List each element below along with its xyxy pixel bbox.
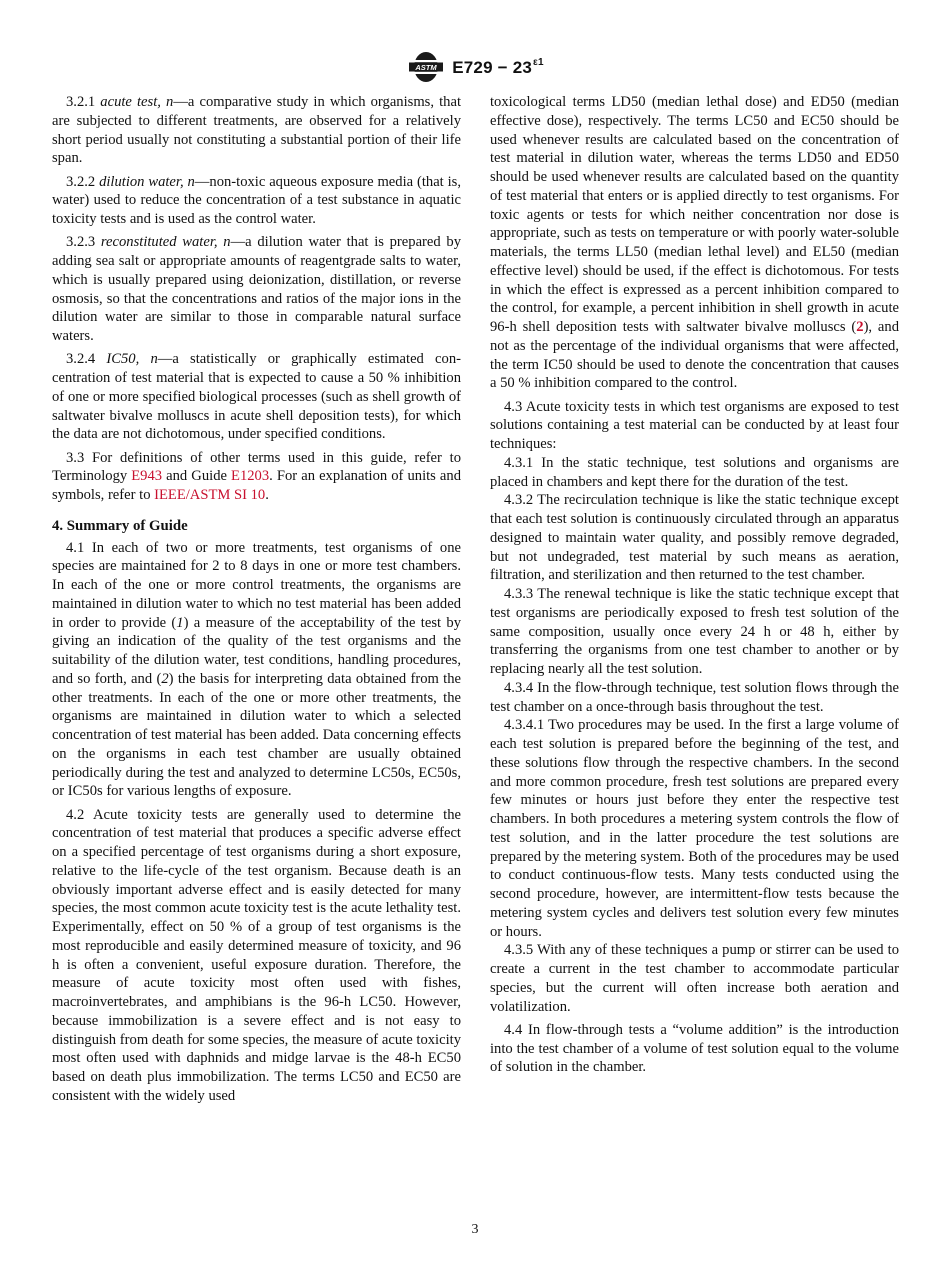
para-3-2-1: 3.2.1 acute test, n—a comparative study in which organisms, that are subjected to different treatments, are observed for a relatively short period usually not constituting a substantial portion of their life span.	[52, 94, 461, 167]
para-4-3-3: 4.3.3 The renewal technique is like the static technique except that test organisms are periodically exposed to fresh test solution of the same composition, usually once every 24 h or 48 h, either by transferring the organisms from one test chamber to another or by replacing nearly all the test solution.	[490, 586, 899, 677]
left-column	[52, 93, 461, 1106]
term-acute-test: acute test, n	[100, 94, 174, 110]
para-3-2-3: 3.2.3 reconstituted water, n—a dilution water that is prepared by adding sea salt or appropriate amounts of reagentgrade salts to water, which is usually prepared using deionization, distillation, or reverse osmosis, so that the concentrations and ratios of the major ions in the dilution water are similar to those in comparable natural surface waters.	[52, 234, 461, 344]
svg-text:ASTM: ASTM	[415, 63, 437, 72]
page-number: 3	[471, 1222, 479, 1237]
term-reconstituted-water: reconstituted water, n	[100, 234, 231, 251]
para-4-3-5: 4.3.5 With any of these techniques a pump or stirrer can be used to create a current in the test chamber to accommodate particular species, but the current will often increase both aeration and volatilization.	[490, 942, 899, 1015]
link-ieee-astm-si10[interactable]: IEEE/ASTM SI 10	[154, 487, 266, 503]
term-ic50: IC50, n	[106, 351, 158, 368]
para-4-2: 4.2 Acute toxicity tests are generally used to determine the concentration of test material that produces a specific adverse effect on a specified percentage of test organisms during a short exposure, relative to the life-cycle of the test organism. Because death is an obviously important adverse effect and is easily detected for many species, the most common acute toxicity test is the acute lethality test. Experimentally, effect on 50 % of a group of test organisms is the most reproducible and easily determined measure of toxicity, and 96 h is often a convenient, useful exposure duration. Therefore, the measure of acute toxicity most often used with fishes, macroinvertebrates, and amphibians is the 96-h LC50. However, because immobilization is a severe effect and is not easy to distinguish from death for some species, the measure of acute toxicity most often used with daphnids and midge larvae is the 48-h EC50 based on death plus immobilization. The terms LC50 and EC50 are consistent with the widely used	[52, 806, 461, 1104]
para-4-1: 4.1 In each of two or more treatments, test organisms of one species are maintained for 2 to 8 days in one or more test chambers. In each of the one or more control treatments, the organisms are maintained in dilution water to which no test material has been added in order to provide (1) a measure of the acceptability of the test by giving an indication of the quality of the test organisms and the suitability of the dilution water, test conditions, handling procedures, and so forth, and (2) the basis for interpreting data obtained from the other treatments. In each of the one or more other treatments, the organisms are maintained in dilution water to which a selected concentration of test material has been added. Data concerning effects on the organisms in each test chamber are usually obtained periodically during the test and analyzed to determine LC50s, EC50s, or IC50s for various lengths of exposure.	[52, 539, 461, 800]
para-4-3-4: 4.3.4 In the flow-through technique, test solution flows through the test chamber on a once-through basis throughout the test.	[490, 679, 899, 715]
astm-logo	[406, 51, 446, 83]
para-4-3-4-1: 4.3.4.1 Two procedures may be used. In the first a large volume of each test solution is prepared before the beginning of the test, and these solutions flow through the respective chambers. In the second and more common procedure, fresh test solutions are prepared every few minutes or hours just before they enter the respective test chambers. In both procedures a metering system controls the flow of test solution, and in the latter procedure the test solutions are prepared by the metering system. Both of the procedures may be used to conduct continuous-flow tests. Many tests conducted using the second procedure, however, are intermittent-flow tests because the metering system cycles and delivers test solution every few minutes or hours.	[490, 717, 899, 940]
term-dilution-water: dilution water, n	[99, 173, 195, 190]
para-4-2-continued: toxicological terms LD50 (median lethal dose) and ED50 (median effective dose), respectively. The terms LC50 and EC50 should be used whenever results are calculated based on the concentration of test material in dilution water, whereas the terms LD50 and ED50 should be used whenever results are calculated based on the quantity of test material that enters or is applied directly to test organisms. For toxic agents or tests for which neither concentration nor dose is appropriate, such as tests on temperature or with poorly water-soluble materials, the terms LL50 (median lethal level) and EL50 (median effective level) should be used, if the effect is dichotomous. For tests in which the effect is expressed as a percent inhibition compared to the control, for example, a percent inhibition in shell growth in acute 96-h shell deposition tests with saltwater bivalve molluscs (2), and not as the percentage of the individual organisms that were affected, the term IC50 should be used to denote the concentration that causes a 50 % inhibition compared to the control.	[490, 94, 900, 392]
page-header	[0, 50, 950, 84]
edition-superscript: ε1	[533, 56, 544, 68]
para-4-3: 4.3 Acute toxicity tests in which test organisms are exposed to test solutions containing a test material can be conducted by at least four techniques:	[490, 398, 899, 452]
para-3-2-4: 3.2.4 IC50, n—a statistically or graphically estimated concentration of test material that is expected to cause a 50 % inhibition of one or more specified biological processes (such as shell growth of saltwater bivalve molluscs in acute shell deposition tests), for which the data are not dichotomous, under specified conditions.	[52, 351, 461, 443]
para-4-3-2: 4.3.2 The recirculation technique is like the static technique except that each test solution is continuously circulated through an apparatus designed to maintain water quality, and possibly remove degraded, but not undegraded, test material by such means as aeration, filtration, and sterilization and then returned to the test chamber.	[490, 492, 899, 584]
standard-designation: $E729 - 23^{\varepsilon 1}$	[452, 56, 544, 77]
link-e1203[interactable]: E1203	[231, 468, 270, 485]
para-3-2-2: 3.2.2 dilution water, n—non-toxic aqueous exposure media (that is, water) used to reduce the concentration of a test substance in aquatic toxicity tests and is used as the control water.	[52, 173, 461, 227]
citation-2[interactable]: 2	[856, 319, 864, 335]
para-4-4: 4.4 In flow-through tests a “volume addition” is the introduction into the test chamber of a volume of test solution equal to the volume of solution in the chamber.	[490, 1021, 899, 1076]
para-4-3-1: 4.3.1 In the static technique, test solutions and organisms are placed in chambers and kept there for the duration of the test.	[490, 454, 899, 490]
link-e943[interactable]: E943	[131, 468, 163, 485]
section-heading-summary: 4. Summary of Guide	[52, 517, 188, 534]
right-column	[490, 93, 899, 1077]
para-3-3: 3.3 For definitions of other terms used in this guide, refer to Terminology E943 and Guide E1203. For an explanation of units and symbols, refer to IEEE/ASTM SI 10.	[52, 449, 462, 503]
